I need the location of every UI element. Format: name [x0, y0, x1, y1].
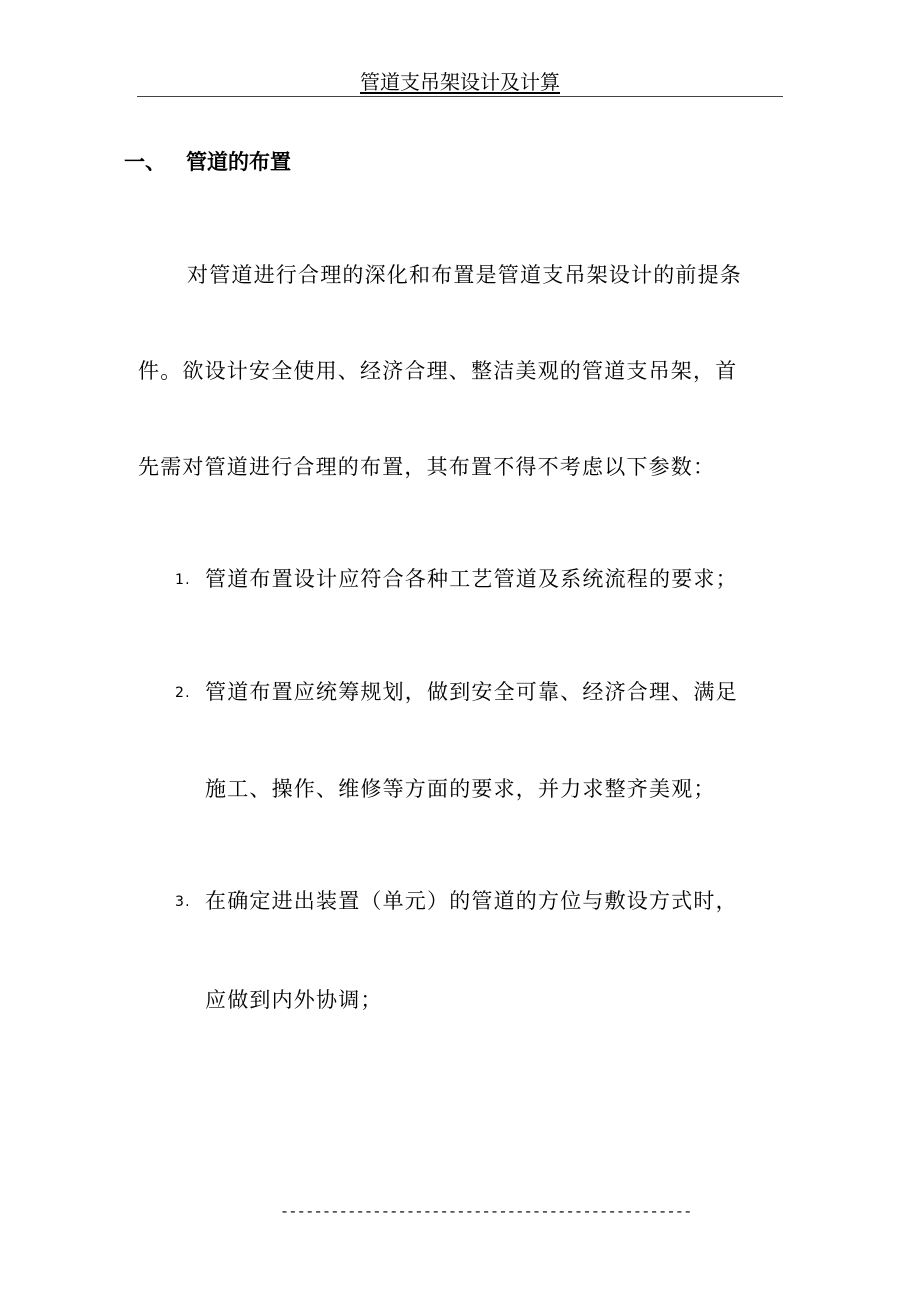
list-item-3 — [175, 885, 738, 915]
list-item-3-number: 3. — [175, 894, 191, 910]
list-item-2-line-1: 管道布置应统筹规划，做到安全可靠、经济合理、满足 — [205, 680, 738, 704]
list-item-2 — [175, 676, 738, 706]
list-item-1-number: 1. — [175, 572, 191, 588]
section-number: 一、 — [124, 149, 166, 174]
list-item-1-line-1: 管道布置设计应符合各种工艺管道及系统流程的要求； — [205, 567, 738, 591]
section-title: 管道的布置 — [186, 149, 291, 174]
list-item-3-line-1: 在确定进出装置（单元）的管道的方位与敷设方式时， — [205, 889, 738, 913]
list-item-2-line-2: 施工、操作、维修等方面的要求，并力求整齐美观； — [205, 777, 716, 801]
list-item-3-line-2: 应做到内外协调； — [205, 988, 383, 1012]
list-item-2-number: 2. — [175, 685, 191, 701]
section-heading — [124, 146, 291, 176]
list-item-1 — [175, 563, 738, 593]
intro-line-1: 对管道进行合理的深化和布置是管道支吊架设计的前提条 — [187, 263, 742, 287]
intro-line-2: 件。欲设计安全使用、经济合理、整洁美观的管道支吊架，首 — [138, 359, 738, 383]
header-rule — [137, 96, 783, 97]
page-header-title: 管道支吊架设计及计算 — [360, 70, 560, 94]
footer-dash-line: ------------------------------------------------- — [280, 1204, 692, 1221]
intro-line-3: 先需对管道进行合理的布置，其布置不得不考虑以下参数： — [138, 455, 716, 479]
